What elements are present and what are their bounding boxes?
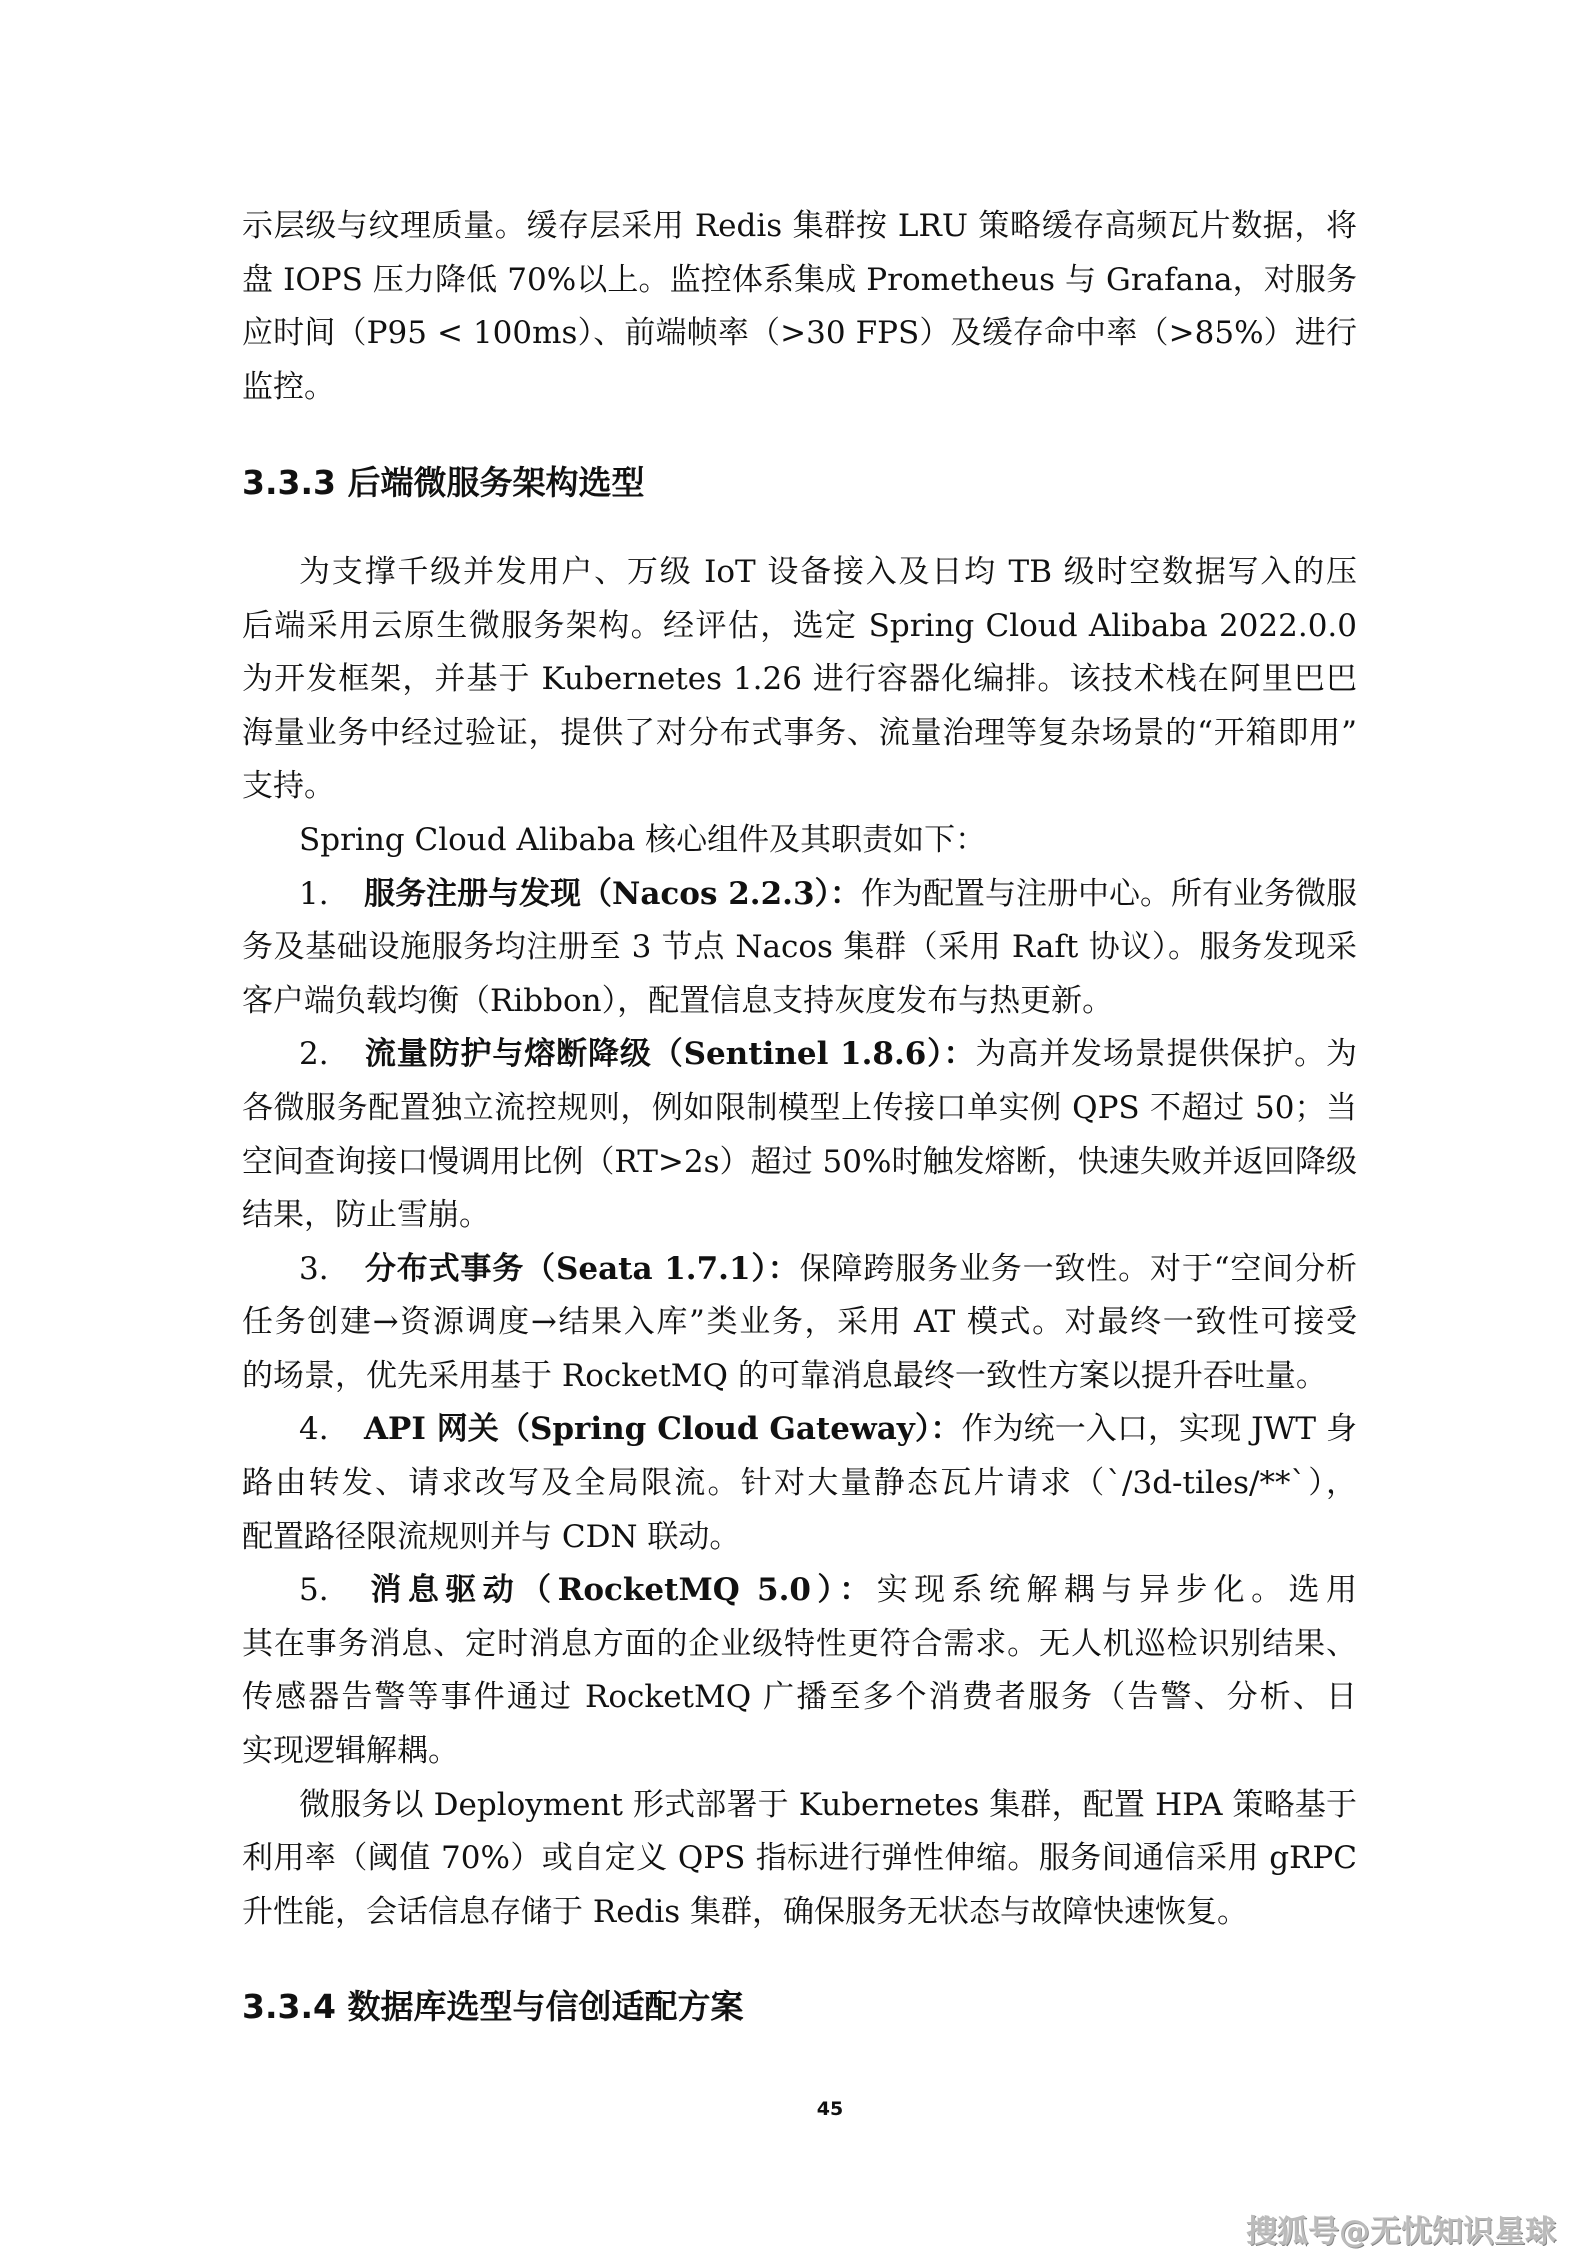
text-line: 实现逻辑解耦。 (242, 1733, 459, 1770)
text-segment: 为高并发场景提供保护。为 (975, 1036, 1357, 1073)
text-line: 微服务以 Deployment 形式部署于 Kubernetes 集群，配置 HPA 策略基于 (299, 1786, 1357, 1823)
page-number: 45 (816, 2098, 844, 2120)
text-line: 升性能，会话信息存储于 Redis 集群，确保服务无状态与故障快速恢复。 (242, 1893, 1249, 1930)
list-item (242, 1403, 1357, 1564)
text-line: Spring Cloud Alibaba 核心组件及其职责如下： (299, 821, 987, 858)
list-number: 2. (299, 1036, 329, 1073)
section-heading: 3.3.4 数据库选型与信创适配方案 (242, 1987, 744, 2027)
text-line: 传感器告警等事件通过 RocketMQ 广播至多个消费者服务（告警、分析、日 (242, 1679, 1357, 1716)
text-line: 为支撑千级并发用户、万级 IoT 设备接入及日均 TB 级时空数据写入的压 (299, 553, 1357, 590)
paragraph (242, 1779, 1357, 1940)
text-line: 其在事务消息、定时消息方面的企业级特性更符合需求。无人机巡检识别结果、 (242, 1625, 1357, 1662)
text-line: 务及基础设施服务均注册至 3 节点 Nacos 集群（采用 Raft 协议）。服务发现采 (242, 929, 1357, 966)
section-heading: 3.3.3 后端微服务架构选型 (242, 463, 645, 503)
list-item (242, 1243, 1357, 1404)
list-item-title: 流量防护与熔断降级（Sentinel 1.8.6）： (364, 1036, 976, 1073)
paragraph (242, 200, 1357, 414)
text-line: 客户端负载均衡（Ribbon），配置信息支持灰度发布与热更新。 (242, 982, 1114, 1019)
paragraph (242, 546, 1357, 814)
text-line: 路由转发、请求改写及全局限流。针对大量静态瓦片请求（`/3d-tiles/**`）， (242, 1465, 1357, 1502)
watermark: 搜狐号@无忧知识星球 (1246, 2214, 1556, 2250)
text-line: 监控。 (242, 368, 335, 405)
text-segment: 作为统一入口，实现 JWT 身 (961, 1411, 1357, 1448)
text-line: 海量业务中经过验证，提供了对分布式事务、流量治理等复杂场景的“开箱即用” (242, 714, 1357, 751)
list-item (242, 1564, 1357, 1778)
text-line: 任务创建→资源调度→结果入库”类业务，采用 AT 模式。对最终一致性可接受 (242, 1304, 1357, 1341)
list-number: 4. (299, 1411, 329, 1448)
text-line: 利用率（阈值 70%）或自定义 QPS 指标进行弹性伸缩。服务间通信采用 gRPC (242, 1840, 1357, 1877)
text-line (242, 1243, 1357, 1297)
text-line: 的场景，优先采用基于 RocketMQ 的可靠消息最终一致性方案以提升吞吐量。 (242, 1357, 1327, 1394)
list-item-title: 分布式事务（Seata 1.7.1）： (364, 1250, 800, 1287)
paragraph (242, 814, 1357, 868)
text-segment: 作为配置与注册中心。所有业务微服 (861, 875, 1357, 912)
text-line: 结果，防止雪崩。 (242, 1197, 490, 1234)
text-line: 空间查询接口慢调用比例（RT>2s）超过 50%时触发熔断，快速失败并返回降级 (242, 1143, 1357, 1180)
list-item-title: API 网关（Spring Cloud Gateway）： (364, 1411, 962, 1448)
list-number: 1. (299, 875, 329, 912)
text-line: 示层级与纹理质量。缓存层采用 Redis 集群按 LRU 策略缓存高频瓦片数据，将 (242, 208, 1357, 244)
text-line: 后端采用云原生微服务架构。经评估，选定 Spring Cloud Alibaba 2022.0.0 (242, 607, 1357, 644)
text-line (242, 1403, 1357, 1457)
text-line: 为开发框架，并基于 Kubernetes 1.26 进行容器化编排。该技术栈在阿里巴巴 (242, 661, 1357, 698)
list-item (242, 1028, 1357, 1242)
list-item-title: 消息驱动（RocketMQ 5.0）： (364, 1572, 877, 1609)
text-line (242, 1564, 1357, 1618)
text-segment: 实现系统解耦与异步化。选用 (876, 1572, 1357, 1609)
text-line: 各微服务配置独立流控规则，例如限制模型上传接口单实例 QPS 不超过 50；当 (242, 1089, 1357, 1126)
text-line: 应时间（P95 < 100ms）、前端帧率（>30 FPS）及缓存命中率（>85%）进行 (242, 315, 1357, 352)
text-segment: 保障跨服务业务一致性。对于“空间分析 (799, 1250, 1357, 1287)
list-number: 3. (299, 1250, 329, 1287)
list-item-title: 服务注册与发现（Nacos 2.2.3）： (364, 875, 862, 912)
text-line: 支持。 (242, 768, 335, 805)
list-number: 5. (299, 1572, 329, 1609)
text-line: 配置路径限流规则并与 CDN 联动。 (242, 1518, 741, 1555)
text-line: 盘 IOPS 压力降低 70%以上。监控体系集成 Prometheus 与 Grafana，对服务 (242, 261, 1357, 298)
text-line (242, 1028, 1357, 1082)
document-body (242, 200, 1357, 2034)
list-item (242, 868, 1357, 1029)
text-line (242, 868, 1357, 922)
